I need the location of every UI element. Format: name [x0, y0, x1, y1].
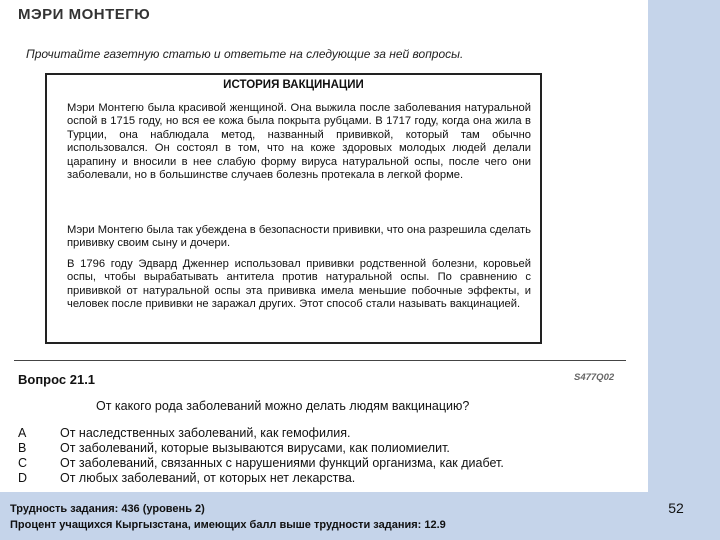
- percent-text: Процент учащихся Кыргызстана, имеющих балл выше трудности задания: 12.9: [10, 519, 446, 531]
- option-letter: C: [18, 456, 28, 470]
- answer-option-c: [18, 456, 504, 470]
- instruction-text: Прочитайте газетную статью и ответьте на следующие за ней вопросы.: [26, 47, 464, 61]
- answer-option-a: [18, 426, 350, 440]
- option-text: От наследственных заболеваний, как гемофилия.: [60, 426, 351, 440]
- difficulty-text: Трудность задания: 436 (уровень 2): [10, 503, 205, 515]
- section-divider: [14, 360, 626, 361]
- side-panel: [648, 0, 720, 540]
- article-paragraph: В 1796 году Эдвард Дженнер использовал прививки родственной болезни, коровьей оспы, чтобы вырабатывать антитела против натуральной оспы. По сравнению с прививкой от натуральной оспы эта прививка имела меньшие побочные эффекты, и человек после прививки не заражал других. Этот способ стали называть вакцинацией.: [67, 258, 531, 311]
- article-title: ИСТОРИЯ ВАКЦИНАЦИИ: [223, 79, 364, 91]
- article-paragraph: Мэри Монтегю была так убеждена в безопасности прививки, что она разрешила сделать прививку своим сыну и дочери.: [67, 224, 531, 250]
- answer-option-d: [18, 471, 355, 485]
- option-letter: A: [18, 426, 27, 440]
- document-title: МЭРИ МОНТЕГЮ: [18, 6, 151, 23]
- option-text: От любых заболеваний, от которых нет лекарства.: [60, 471, 356, 485]
- article-box: [45, 73, 542, 344]
- footer-band: [0, 492, 720, 540]
- option-letter: B: [18, 441, 27, 455]
- option-text: От заболеваний, которые вызываются вирусами, как полиомиелит.: [60, 441, 450, 455]
- page-number: 52: [668, 500, 684, 516]
- question-code: S477Q02: [574, 372, 615, 383]
- option-letter: D: [18, 471, 28, 485]
- answer-option-b: [18, 441, 450, 455]
- question-title: Вопрос 21.1: [18, 372, 96, 387]
- question-text: От какого рода заболеваний можно делать людям вакцинацию?: [96, 399, 470, 413]
- option-text: От заболеваний, связанных с нарушениями функций организма, как диабет.: [60, 456, 504, 470]
- article-paragraph: Мэри Монтегю была красивой женщиной. Она выжила после заболевания натуральной оспой в 1715 году, но вся ее кожа была покрыта рубцами. В 1717 году, когда она жила в Турции, она наблюдала метод, названный прививкой, который там обычно использовался. Он состоял в том, что на коже здоровых молодых людей делали царапину и вносили в нее слабую форму вируса натуральной оспы, после чего они заболевали, но в большинстве случаев болезнь протекала в легкой форме.: [67, 102, 531, 182]
